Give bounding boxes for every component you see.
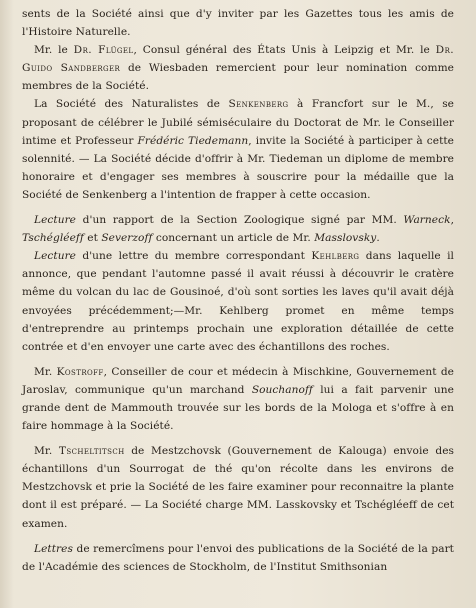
italic-text: Severzoff xyxy=(101,232,153,245)
text-run: d'une lettre du membre correspondant xyxy=(76,250,312,263)
italic-text: Souchanoff xyxy=(251,383,313,396)
text-run: , invite la Société à participer à cette solennité. — La Société décide d'offrir à Mr. Tiedeman un diplome de membre honoraire et d'engager ses membres à souscrire pour la médaille que la Société de Senkenberg a l'intention de frapper à cette occasion. xyxy=(22,134,454,201)
paragraph xyxy=(22,442,454,532)
proper-name: Dr. Flügel xyxy=(73,44,134,57)
proper-name: Tscheltitsch xyxy=(58,445,125,458)
italic-text: Lecture xyxy=(34,250,77,263)
proper-name: Senkenberg xyxy=(228,98,289,111)
paragraph xyxy=(22,95,454,204)
text-run: à Francfort sur le M., se proposant de célébrer le Jubilé sémiséculaire du Doctorat de Mr. le Conseiller intime et Professeur xyxy=(22,98,454,147)
italic-text: Masslovsky xyxy=(314,232,377,245)
text-run: Mr. xyxy=(34,445,59,458)
paragraph xyxy=(22,247,454,356)
italic-text: Lettres xyxy=(34,542,73,555)
text-run: d'un rapport de la Section Zoologique signé par MM. xyxy=(76,214,404,227)
text-run: dans laquelle il annonce, que pendant l'automne passé il avait réussi à découvrir le cratère même du volcan du lac de Gousinoé, d'où sont sorties les laves qu'il avait déjà envoyées précédemment;—Mr. Kehlberg promet en même temps d'entreprendre au printemps prochain une exploration détaillée de cette contrée et d'en envoyer une carte avec des échantillons des roches. xyxy=(22,250,454,353)
paragraph xyxy=(22,211,454,247)
text-run: lui a fait parvenir une grande dent de Mammouth trouvée sur les bords de la Mologa et s'offre à en faire hommage à la Société. xyxy=(22,383,454,433)
text-run: de Mestzchovsk (Gouvernement de Kalouga) envoie des échantillons d'un Sourrogat de thé qu'on récolte dans les environs de Mestzchovsk et prie la Société de les faire examiner pour reconnaitre la plante dont il est préparé. — La Société charge MM. Lasskovsky et Tschégléeff de cet examen. xyxy=(22,445,454,530)
proper-name: Kostroff xyxy=(56,365,104,378)
text-run: La Société des Naturalistes de xyxy=(34,98,229,111)
paragraph xyxy=(22,5,454,41)
italic-text: Lecture xyxy=(34,214,77,227)
italic-text: Frédéric Tiedemann xyxy=(137,134,249,147)
text-run: et xyxy=(83,232,102,245)
text-run: Mr. xyxy=(34,365,57,378)
proper-name: Kehlberg xyxy=(311,250,360,263)
text-run: de remercîmens pour l'envoi des publications de la Société de la part de l'Académie des sciences de Stockholm, de l'Institut Smithsonian xyxy=(22,542,454,573)
text-run: , Consul général des États Unis à Leipzig et Mr. le xyxy=(133,44,436,57)
paragraph xyxy=(22,363,454,435)
text-column xyxy=(22,5,454,576)
text-run: . xyxy=(376,232,380,245)
paragraph xyxy=(22,540,454,576)
paragraph xyxy=(22,41,454,95)
text-run: de Wiesbaden remercient pour leur nomination comme membres de la Société. xyxy=(22,62,454,93)
text-run: , xyxy=(450,214,454,227)
italic-text: Tschégléeff xyxy=(22,232,84,245)
proper-name: Dr. Guido Sandberger xyxy=(22,44,455,75)
italic-text: Warneck xyxy=(403,214,451,227)
text-run: Mr. le xyxy=(34,44,74,57)
text-run: , Conseiller de cour et médecin à Mischkine, Gouvernement de Jaroslav, communique qu'un marchand xyxy=(22,365,454,396)
text-run: sents de la Société ainsi que d'y inviter par les Gazettes tous les amis de l'Histoire Naturelle. xyxy=(22,8,454,39)
text-run: concernant un article de Mr. xyxy=(152,232,315,245)
